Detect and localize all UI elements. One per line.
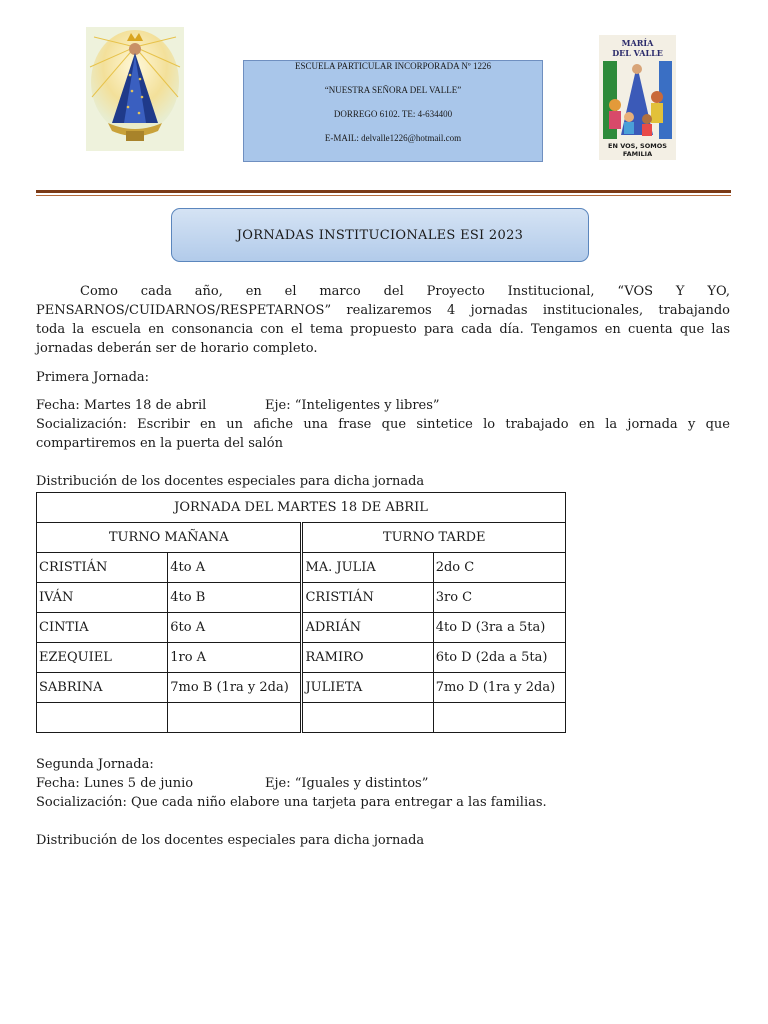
school-motto: “NUESTRA SEÑORA DEL VALLE” bbox=[324, 85, 462, 95]
school-name: ESCUELA PARTICULAR INCORPORADA Nº 1226 bbox=[295, 61, 491, 71]
logo-top-text-1: MARÍA bbox=[621, 38, 654, 48]
table-row bbox=[37, 583, 566, 613]
logo-top-text-2: DEL VALLE bbox=[612, 48, 663, 58]
document-title: JORNADAS INSTITUCIONALES ESI 2023 bbox=[171, 208, 589, 262]
second-jornada-date-row bbox=[36, 774, 730, 793]
table-empty-row bbox=[37, 703, 566, 733]
morning-class: 4to B bbox=[168, 583, 302, 613]
second-distribution-label: Distribución de los docentes especiales para dicha jornada bbox=[36, 833, 425, 848]
header-divider-thin bbox=[36, 195, 731, 196]
morning-class: 1ro A bbox=[168, 643, 302, 673]
afternoon-teacher: RAMIRO bbox=[302, 643, 433, 673]
morning-teacher: EZEQUIEL bbox=[37, 643, 168, 673]
table-row bbox=[37, 673, 566, 703]
second-socializacion: Socialización: Que cada niño elabore una tarjeta para entregar a las familias. bbox=[36, 795, 547, 810]
table-header-afternoon: TURNO TARDE bbox=[302, 523, 566, 553]
morning-teacher: SABRINA bbox=[37, 673, 168, 703]
first-jornada-date-row bbox=[36, 396, 730, 415]
afternoon-teacher: JULIETA bbox=[302, 673, 433, 703]
afternoon-class: 7mo D (1ra y 2da) bbox=[433, 673, 565, 703]
morning-teacher: CRISTIÁN bbox=[37, 553, 168, 583]
first-socializacion-line-1: Socialización: Escribir en un afiche una frase que sintetice lo trabajado en la jornada y que bbox=[36, 417, 730, 432]
logo-bottom-text-1: EN VOS, SOMOS bbox=[608, 142, 667, 150]
distribution-table bbox=[36, 492, 566, 733]
afternoon-class: 3ro C bbox=[433, 583, 565, 613]
table-row bbox=[37, 643, 566, 673]
second-jornada-axis: Eje: “Iguales y distintos” bbox=[265, 776, 429, 791]
afternoon-teacher: MA. JULIA bbox=[302, 553, 433, 583]
first-jornada-date: Fecha: Martes 18 de abril bbox=[36, 398, 207, 413]
table-row bbox=[37, 613, 566, 643]
morning-class: 7mo B (1ra y 2da) bbox=[168, 673, 302, 703]
school-email: E-MAIL: delvalle1226@hotmail.com bbox=[324, 133, 462, 143]
school-logo bbox=[599, 35, 676, 160]
intro-line-3: toda la escuela en consonancia con el tema propuesto para cada día. Tengamos en cuenta que las bbox=[36, 322, 730, 337]
logo-bottom-text-2: FAMILIA bbox=[622, 150, 653, 158]
table-header-row bbox=[37, 523, 566, 553]
table-row bbox=[37, 553, 566, 583]
afternoon-class: 4to D (3ra a 5ta) bbox=[433, 613, 565, 643]
table-title: JORNADA DEL MARTES 18 DE ABRIL bbox=[37, 493, 566, 523]
intro-line-4: jornadas deberán ser de horario completo. bbox=[36, 341, 318, 356]
morning-class: 4to A bbox=[168, 553, 302, 583]
afternoon-teacher: CRISTIÁN bbox=[302, 583, 433, 613]
afternoon-class: 2do C bbox=[433, 553, 565, 583]
morning-class: 6to A bbox=[168, 613, 302, 643]
second-jornada-heading: Segunda Jornada: bbox=[36, 757, 154, 772]
morning-teacher: CINTIA bbox=[37, 613, 168, 643]
second-jornada-date: Fecha: Lunes 5 de junio bbox=[36, 776, 194, 791]
header-divider bbox=[36, 190, 731, 193]
first-jornada-axis: Eje: “Inteligentes y libres” bbox=[265, 398, 440, 413]
table-header-morning: TURNO MAÑANA bbox=[37, 523, 302, 553]
intro-line-2: PENSARNOS/CUIDARNOS/RESPETARNOS” realizaremos 4 jornadas institucionales, trabajando bbox=[36, 303, 730, 318]
school-header-box bbox=[243, 60, 543, 162]
morning-teacher: IVÁN bbox=[37, 583, 168, 613]
virgin-image bbox=[86, 27, 184, 151]
afternoon-class: 6to D (2da a 5ta) bbox=[433, 643, 565, 673]
first-distribution-label: Distribución de los docentes especiales para dicha jornada bbox=[36, 474, 425, 489]
afternoon-teacher: ADRIÁN bbox=[302, 613, 433, 643]
school-address: DORREGO 6102. TE: 4-634400 bbox=[333, 109, 453, 119]
intro-line-1: Como cada año, en el marco del Proyecto Institucional, “VOS Y YO, bbox=[80, 284, 730, 299]
first-jornada-heading: Primera Jornada: bbox=[36, 370, 150, 385]
first-socializacion-line-2: compartiremos en la puerta del salón bbox=[36, 436, 283, 451]
table-title-row bbox=[37, 493, 566, 523]
